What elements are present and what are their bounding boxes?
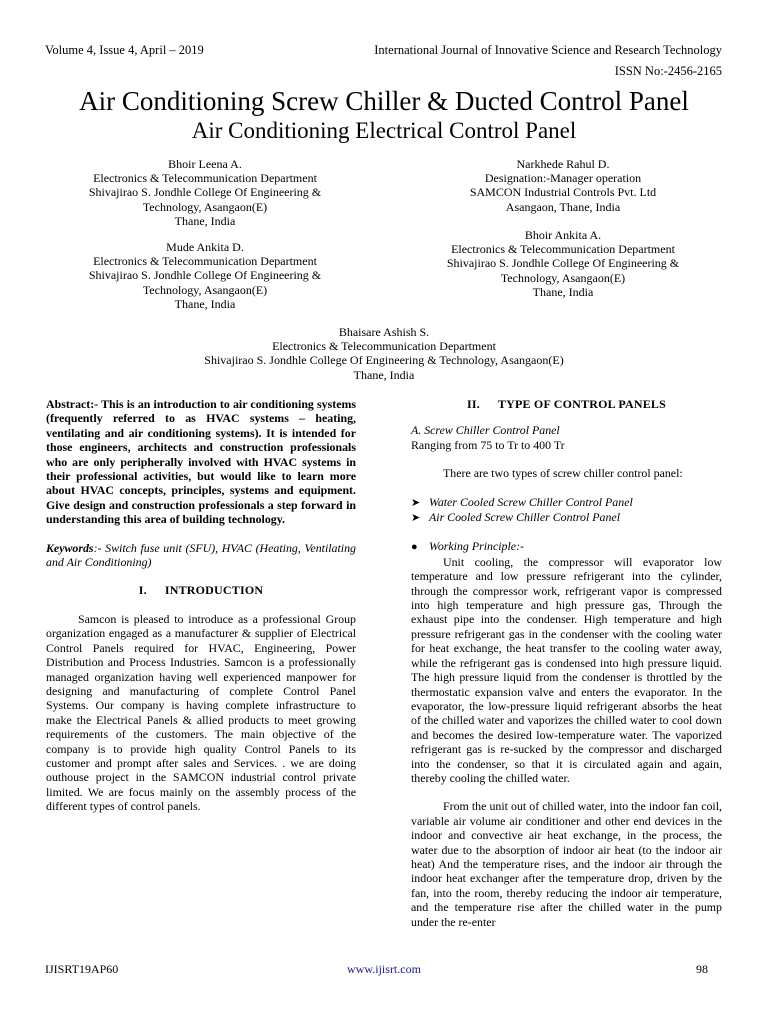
- author-college-cont: Technology, Asangaon(E): [500, 270, 626, 285]
- author-city: Thane, India: [174, 213, 236, 228]
- author-college: Shivajirao S. Jondhle College Of Engineering &: [88, 268, 322, 283]
- author-block-2: [418, 157, 708, 214]
- arrow-bullet-icon: ➤: [411, 496, 421, 509]
- keywords: [46, 541, 356, 570]
- author-designation: Designation:-Manager operation: [484, 171, 642, 186]
- intro-paragraph: Samcon is pleased to introduce as a professional Group organization engaged as a manufacturer & supplier of Electrical Control Panels required for HVAC, Engineering, Power Distribution and Process Industries. Samcon is a professionally managed organization having well experienced manpower for designing and manufacturing of complete Control Panel Systems. Our company is having complete infrastructure to make the Electrical Panels & allied products to meet growing requirements of the customers. The main objective of the company is to provide high quality Control Panels to its customer and prompt after sales and Services. . we are doing outhouse project in the SAMCON industrial control private limited. We are focus mainly on the assembly process of the different types of control panels.: [46, 611, 356, 814]
- keywords-text: :- Switch fuse unit (SFU), HVAC (Heating, Ventilating and Air Conditioning): [46, 540, 356, 570]
- paper-code: IJISRT19AP60: [45, 962, 119, 976]
- arrow-bullet-icon: ➤: [411, 512, 421, 525]
- volume-info: Volume 4, Issue 4, April – 2019: [45, 43, 204, 57]
- dot-bullet-icon: ●: [411, 541, 418, 554]
- author-block-1: [60, 157, 350, 228]
- types-list: [411, 495, 722, 526]
- author-block-5: [0, 325, 768, 382]
- keywords-label: Keywords: [46, 540, 94, 555]
- list-item-label: Air Cooled Screw Chiller Control Panel: [429, 510, 621, 525]
- right-column: [411, 397, 722, 929]
- author-dept: Electronics & Telecommunication Department: [272, 339, 496, 354]
- section2-heading: [411, 397, 722, 411]
- author-college-cont: Technology, Asangaon(E): [142, 199, 268, 214]
- working-principle-label: Working Principle:-: [429, 539, 524, 554]
- intro-title: INTRODUCTION: [164, 583, 264, 598]
- author-block-3: [60, 240, 350, 311]
- abstract: Abstract:- This is an introduction to air conditioning systems (frequently referred to as HVAC systems – heating, ventilating and air conditioning systems). It is intended for those engineers, architects and construction professionals who are only peripherally involved with HVAC systems in their professional activities, but would like to learn more about HVAC concepts, principles, systems and equipment. Give design and construction professionals a step forward in understanding this area of building technology.: [46, 397, 356, 527]
- list-item: [411, 495, 722, 510]
- intro-heading: [46, 583, 356, 597]
- author-college: Shivajirao S. Jondhle College Of Engineering &: [446, 256, 680, 271]
- left-column: [46, 397, 356, 814]
- journal-url[interactable]: www.ijisrt.com: [347, 962, 421, 976]
- tonnage-range: Ranging from 75 to Tr to 400 Tr: [411, 437, 565, 452]
- page-number: 98: [696, 962, 708, 976]
- author-company: SAMCON Industrial Controls Pvt. Ltd: [469, 185, 657, 200]
- author-block-4: [418, 228, 708, 299]
- working-principle-heading: [411, 539, 722, 554]
- author-college: Shivajirao S. Jondhle College Of Engineering & Technology, Asangaon(E): [204, 353, 564, 368]
- author-city: Thane, India: [532, 284, 594, 299]
- list-item: [411, 510, 722, 525]
- author-city: Thane, India: [353, 367, 415, 382]
- issn: ISSN No:-2456-2165: [614, 64, 722, 78]
- working-principle-paragraph: Unit cooling, the compressor will evaporator low temperature and low pressure refrigerant into the cylinder, through the compressor work, refrigerant vapor is compressed into high temperature and high pressure gas, Through the exhaust pipe into the condenser. High temperature and high pressure refrigerant gas in the condenser with the cooling water for heat exchange, the heat transfer to the cooling water away, while the refrigerant gas is condensed into high pressure liquid. The high pressure liquid from the condenser is throttled by the thermostatic expansion valve and enters the evaporator. In the evaporator, the low-pressure liquid refrigerant absorbs the heat of the chilled water and vaporizes the chilled water to cool down and becomes the desired low-temperature water. The vaporized refrigerant gas is re-sucked by the compressor and discharged into the condenser, so that it is circulated again and again, thereby cooling the chilled water.: [411, 554, 722, 785]
- types-intro: There are two types of screw chiller control panel:: [443, 466, 683, 481]
- author-dept: Electronics & Telecommunication Department: [93, 254, 317, 269]
- author-college: Shivajirao S. Jondhle College Of Engineering &: [88, 185, 322, 200]
- author-name: Narkhede Rahul D.: [516, 157, 610, 171]
- author-name: Bhoir Leena A.: [168, 157, 242, 171]
- section2-number: II.: [466, 397, 480, 411]
- section2-title: TYPE OF CONTROL PANELS: [497, 397, 667, 411]
- author-dept: Electronics & Telecommunication Department: [93, 171, 317, 186]
- subsection-a-title: A. Screw Chiller Control Panel: [411, 423, 560, 438]
- list-item-label: Water Cooled Screw Chiller Control Panel: [429, 494, 633, 509]
- author-city: Asangaon, Thane, India: [505, 199, 621, 214]
- author-dept: Electronics & Telecommunication Department: [451, 242, 675, 257]
- author-name: Bhaisare Ashish S.: [338, 325, 430, 339]
- author-name: Mude Ankita D.: [166, 240, 244, 254]
- journal-name: International Journal of Innovative Science and Research Technology: [374, 43, 722, 57]
- author-name: Bhoir Ankita A.: [524, 228, 602, 242]
- author-college-cont: Technology, Asangaon(E): [142, 282, 268, 297]
- paper-subtitle: Air Conditioning Electrical Control Panel: [191, 118, 577, 143]
- intro-number: I.: [138, 583, 147, 598]
- chilled-water-paragraph: From the unit out of chilled water, into the indoor fan coil, variable air volume air conditioner and other end devices in the indoor and convective air heat exchange, in the process, the water due to the absorption of indoor air heat (to the indoor air heat) And the temperature rises, and the indoor air through the indoor heat exchanger after the temperature drop, driven by the fan, into the room, thereby reducing the indoor air temperature, and the temperature rise after the chilled water in the pump under the re-enter: [411, 799, 722, 929]
- paper-title: Air Conditioning Screw Chiller & Ducted Control Panel: [79, 86, 689, 116]
- author-city: Thane, India: [174, 296, 236, 311]
